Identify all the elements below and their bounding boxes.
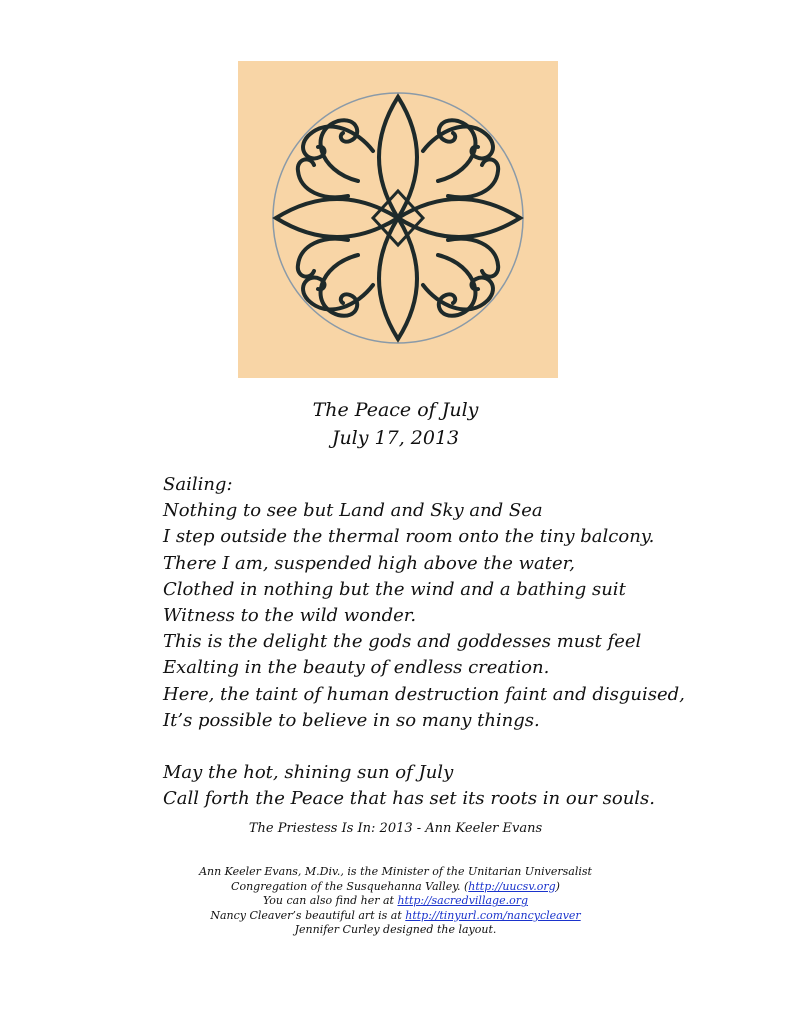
poem-line: Nothing to see but Land and Sky and Sea bbox=[163, 500, 543, 522]
poem-heading bbox=[0, 396, 791, 452]
footer-congregation-line: Congregation of the Susquehanna Valley. (http://uucsv.org) bbox=[231, 879, 560, 893]
poem-line: Exalting in the beauty of endless creation. bbox=[163, 657, 550, 679]
nancycleaver-link[interactable]: http://tinyurl.com/nancycleaver bbox=[405, 908, 581, 922]
footer-sacredvillage-line: You can also find her at http://sacredvillage.org bbox=[263, 894, 528, 908]
author-credit: The Priestess Is In: 2013 - Ann Keeler Evans bbox=[248, 821, 543, 836]
poem-line: May the hot, shining sun of July bbox=[163, 762, 454, 784]
poem-line: Call forth the Peace that has set its roots in our souls. bbox=[163, 788, 656, 810]
poem-line: I step outside the thermal room onto the tiny balcony. bbox=[163, 526, 655, 548]
poem-line: Clothed in nothing but the wind and a bathing suit bbox=[163, 578, 626, 600]
poem-body bbox=[163, 472, 723, 812]
footer-bio-line: Ann Keeler Evans, M.Div., is the Minister of the Unitarian Universalist bbox=[199, 865, 592, 878]
poem-line: There I am, suspended high above the water, bbox=[163, 552, 575, 574]
poem-line: This is the delight the gods and goddesses must feel bbox=[163, 631, 642, 653]
poem-line: Witness to the wild wonder. bbox=[163, 605, 417, 627]
footer-info bbox=[0, 865, 791, 938]
poem-line: It’s possible to believe in so many things. bbox=[163, 709, 540, 731]
uucsv-link[interactable]: http://uucsv.org bbox=[468, 879, 556, 893]
footer-layout-line: Jennifer Curley designed the layout. bbox=[294, 923, 497, 937]
poem-line: Here, the taint of human destruction faint and disguised, bbox=[163, 683, 685, 705]
poem-line: Sailing: bbox=[163, 474, 233, 495]
celtic-knot-mandala-icon bbox=[238, 61, 558, 378]
sacredvillage-link[interactable]: http://sacredvillage.org bbox=[397, 894, 528, 908]
poem-date: July 17, 2013 bbox=[331, 427, 460, 449]
mandala-artwork bbox=[238, 61, 558, 378]
stanza-break bbox=[163, 734, 723, 760]
footer-art-line: Nancy Cleaver’s beautiful art is at http://tinyurl.com/nancycleaver bbox=[210, 908, 581, 922]
poem-title: The Peace of July bbox=[312, 399, 479, 421]
